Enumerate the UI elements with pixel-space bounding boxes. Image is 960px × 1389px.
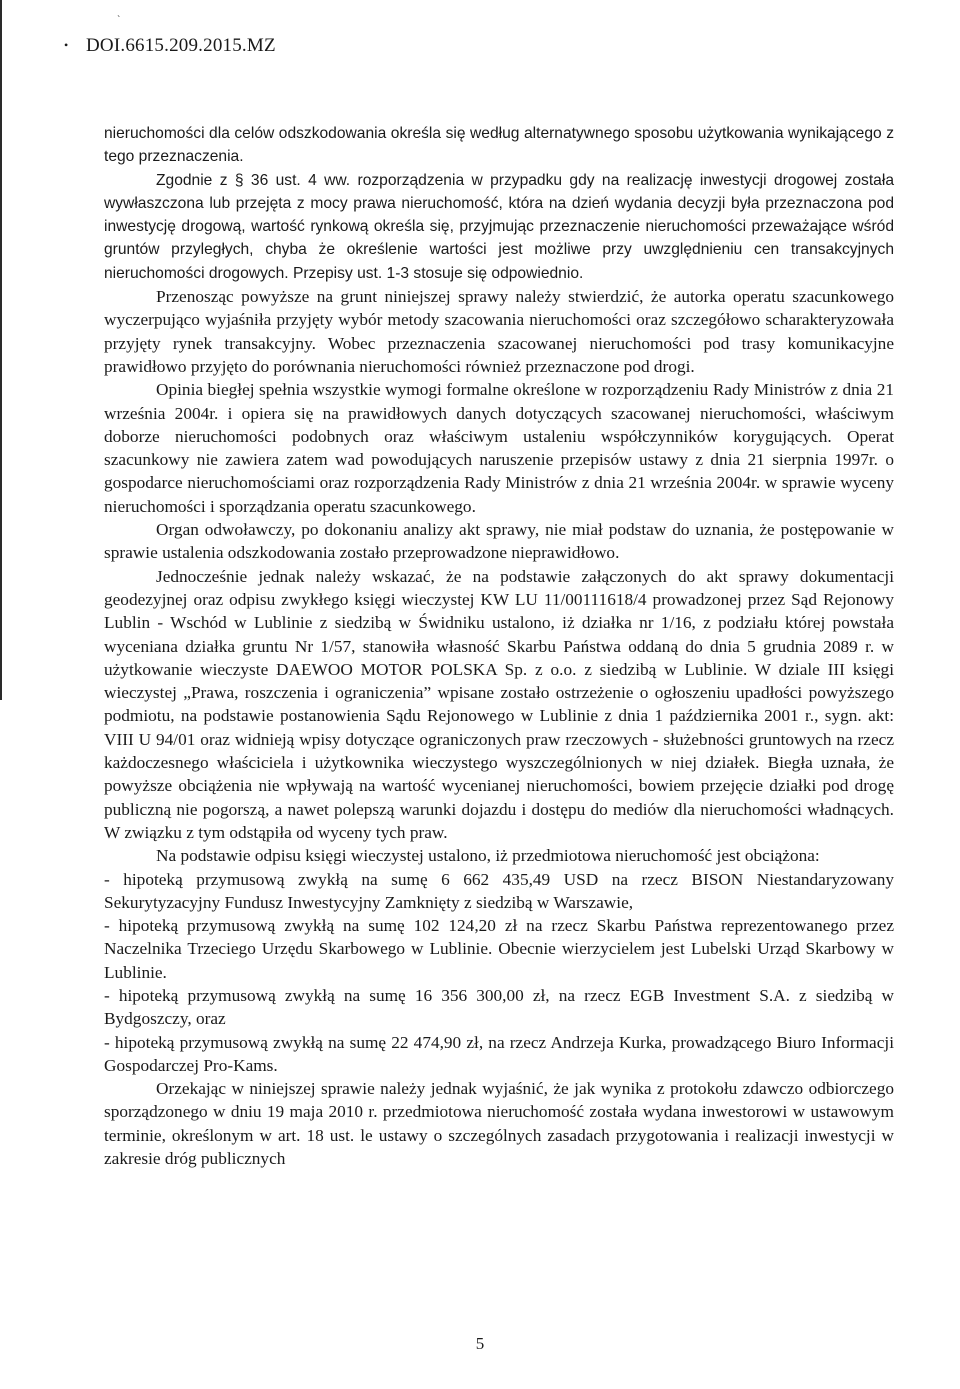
bullet-icon: • <box>64 38 69 52</box>
document-reference-text: DOI.6615.209.2015.MZ <box>86 35 276 56</box>
paragraph: Na podstawie odpisu księgi wieczystej ustalono, iż przedmiotowa nieruchomość jest obciążona: <box>156 846 820 866</box>
paragraph: Orzekając w niniejszej sprawie należy jednak wyjaśnić, że jak wynika z protokołu zdawczo odbiorczego sporządzonego w dniu 19 maja 2010 r. przedmiotowa nieruchomość została wydana inwestorowi w ustawowym terminie, określonym w art. 18 ust. le ustawy o szczególnych zasadach przygotowania i realizacji inwestycji w zakresie dróg publicznych <box>104 1079 894 1169</box>
paragraph: Jednocześnie jednak należy wskazać, że na podstawie załączonych do akt sprawy dokumentacji geodezyjnej oraz odpisu zwykłego księgi wieczystej KW LU 11/00111618/4 prowadzonej przez Sąd Rejonowy Lublin - Wschód w Lublinie z siedzibą w Świdniku ustalono, iż działka nr 1/16, z podziału której powstała wyceniana działka gruntu Nr 1/57, stanowiła własność Skarbu Państwa oddaną do dnia 5 grudnia 2089 r. w użytkowanie wieczyste DAEWOO MOTOR POLSKA Sp. z o.o. z siedzibą w Lublinie. W dziale III księgi wieczystej „Prawa, roszczenia i ograniczenia” wpisane zostało ostrzeżenie o ogłoszeniu upadłości powyższego podmiotu, na podstawie postanowienia Sądu Rejonowego w Lublinie z dnia 1 października 2001 r., sygn. akt: VIII U 94/01 oraz widnieją wpisy dotyczące ograniczonych praw rzeczowych - służebności gruntowych na rzecz każdoczesnego właściciela i użytkownika wieczystego wyszczególnionych w niej działek. Biegła uznała, że powyższe obciążenia nie wpływają na wartość wycenianej nieruchomości, bowiem przejęcie działki pod drogę publiczną nie pogorszą, a nawet polepszą warunki dojazdu i dostępu do mediów dla nieruchomości władnących. W związku z tym odstąpiła od wyceny tych praw. <box>104 566 894 842</box>
paragraph: Organ odwoławczy, po dokonaniu analizy akt sprawy, nie miał podstaw do uznania, że postępowanie w sprawie ustalenia odszkodowania zostało przeprowadzone nieprawidłowo. <box>104 520 894 563</box>
scan-edge-line <box>0 0 2 700</box>
paragraph: nieruchomości dla celów odszkodowania określa się według alternatywnego sposobu użytkowania wynikającego z tego przeznaczenia. <box>104 125 894 166</box>
paragraph: Opinia biegłej spełnia wszystkie wymogi formalne określone w rozporządzeniu Rady Ministrów z dnia 21 września 2004r. i opiera się na prawidłowych danych dotyczących szacowanej nieruchomości, właściwym doborze nieruchomości podobnych oraz właściwym ustaleniu współczynników korygujących. Operat szacunkowy nie zawiera zatem wad powodujących naruszenie przepisów ustawy z dnia 21 sierpnia 1997r. o gospodarce nieruchomościami oraz rozporządzenia Rady Ministrów z dnia 21 września 2004r. w sprawie wyceny nieruchomości i sporządzania operatu szacunkowego. <box>104 380 894 516</box>
page-number: 5 <box>475 1334 485 1353</box>
paragraph: Zgodnie z § 36 ust. 4 ww. rozporządzenia w przypadku gdy na realizację inwestycji drogowej została wywłaszczona lub przejęta z mocy prawa nieruchomość, która na dzień wydania decyzji była przeznaczona pod inwestycję drogową, wartość rynkową określa się, przyjmując przeznaczenie nieruchomości przeważające wśród gruntów przyległych, chyba że określenie wartości jest możliwe przy uwzględnieniu cen transakcyjnych nieruchomości drogowych. Przepisy ust. 1-3 stosuje się odpowiednio. <box>104 171 894 282</box>
paragraph: Przenosząc powyższe na grunt niniejszej sprawy należy stwierdzić, że autorka operatu szacunkowego wyczerpująco wyjaśniła przyjęty wybór metody szacowania nieruchomości oraz szczegółowo scharakteryzowała przyjęty rynek transakcyjny. Wobec przeznaczenia szacowanej nieruchomości pod trasy komunikacyjne prawidłowo przyjęto do porównania nieruchomości również przeznaczone pod drogi. <box>104 287 894 376</box>
list-item: - hipoteką przymusową zwykłą na sumę 22 474,90 zł, na rzecz Andrzeja Kurka, prowadzącego Biuro Informacji Gospodarczej Pro-Kams. <box>104 1032 894 1075</box>
list-item: - hipoteką przymusową zwykłą na sumę 6 662 435,49 USD na rzecz BISON Niestandaryzowany Sekurytyzacyjny Fundusz Inwestycyjny Zamknięty z siedzibą w Warszawie, <box>104 869 894 912</box>
document-reference <box>64 33 276 58</box>
list-item: - hipoteką przymusową zwykłą na sumę 16 356 300,00 zł, na rzecz EGB Investment S.A. z siedzibą w Bydgoszczy, oraz <box>104 985 894 1029</box>
document-body <box>104 122 894 1170</box>
header-mark: ` <box>117 15 121 26</box>
list-item: - hipoteką przymusową zwykłą na sumę 102 124,20 zł na rzecz Skarbu Państwa reprezentowanego przez Naczelnika Trzeciego Urzędu Skarbowego w Lublinie. Obecnie wierzycielem jest Lubelski Urząd Skarbowy w Lublinie. <box>104 916 894 982</box>
